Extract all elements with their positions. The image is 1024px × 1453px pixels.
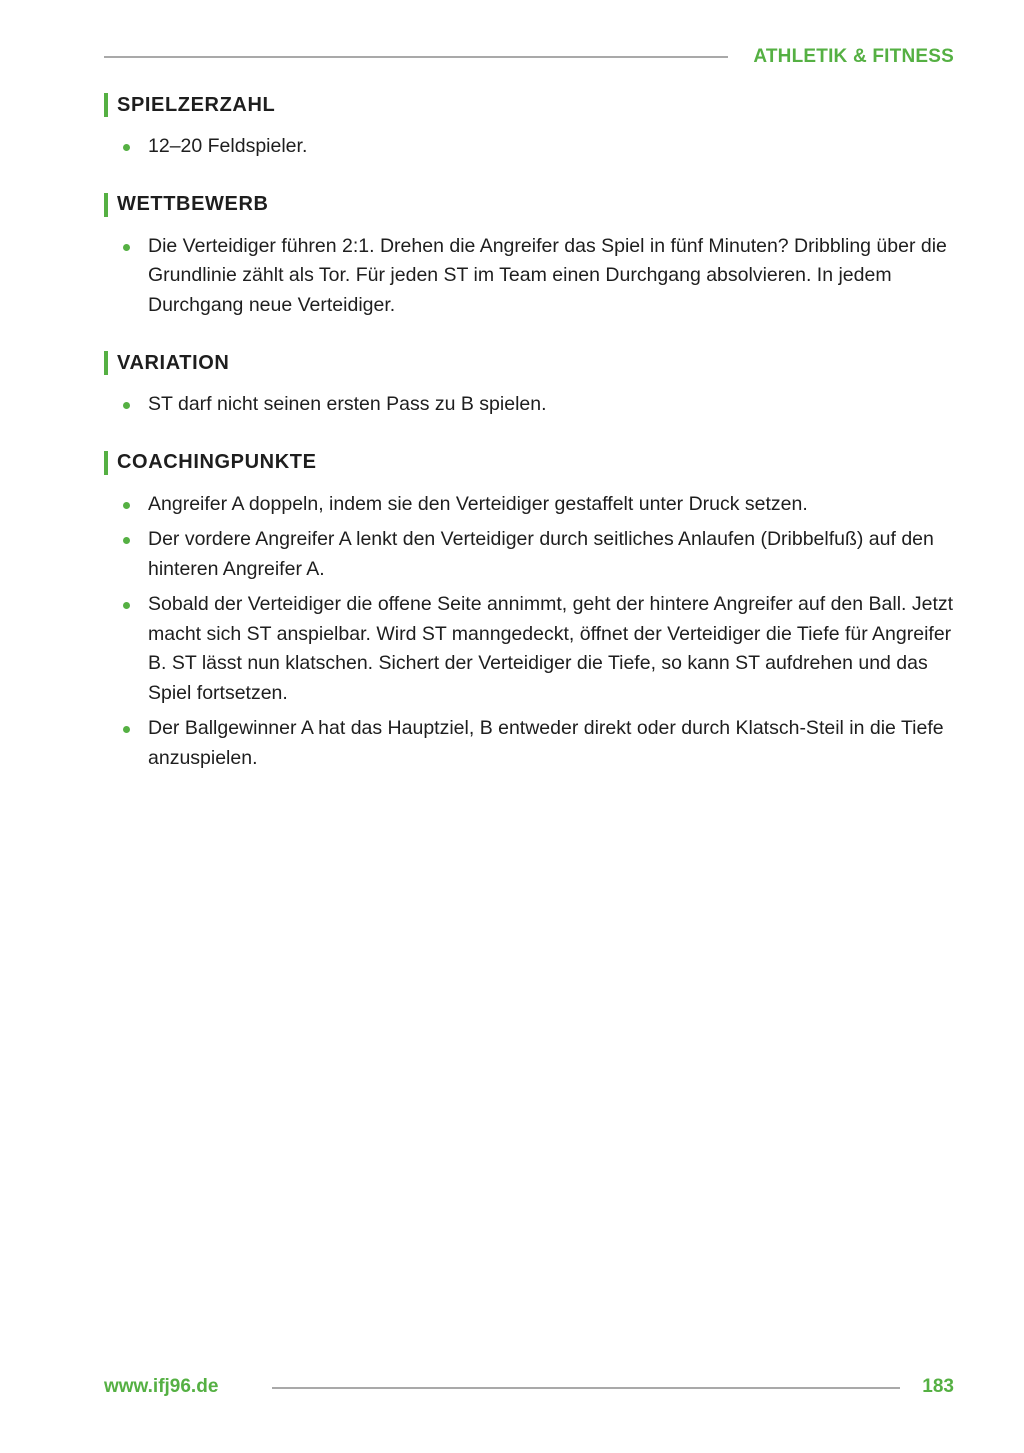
heading-accent-bar — [104, 93, 108, 117]
section-spielerzahl — [104, 92, 956, 162]
bullet-dot-icon — [123, 502, 130, 509]
bullet-list — [104, 390, 956, 420]
bullet-dot-icon — [123, 537, 130, 544]
section-heading — [104, 92, 956, 118]
chapter-title: ATHLETIK & FITNESS — [753, 46, 954, 67]
header-rule — [104, 56, 728, 58]
list-item — [104, 590, 956, 708]
list-item — [104, 714, 956, 773]
footer-rule — [272, 1387, 900, 1389]
bullet-dot-icon — [123, 144, 130, 151]
list-item-text: Sobald der Verteidiger die offene Seite annimmt, geht der hintere Angreifer auf den Ball. Jetzt macht sich ST anspielbar. Wird ST manngedeckt, öffnet der Verteidiger die Tiefe für Angreifer B. ST lässt nun klatschen. Sichert der Verteidiger die Tiefe, so kann ST aufdrehen und das Spiel fortsetzen. — [148, 593, 954, 704]
section-heading-text: WETTBEWERB — [117, 193, 269, 215]
list-item — [104, 390, 956, 420]
heading-accent-bar — [104, 193, 108, 217]
bullet-dot-icon — [123, 602, 130, 609]
section-heading-text: COACHINGPUNKTE — [117, 451, 317, 473]
list-item-text: Angreifer A doppeln, indem sie den Verteidiger gestaffelt unter Druck setzen. — [148, 492, 808, 515]
list-item-text: 12–20 Feldspieler. — [148, 135, 308, 157]
section-wettbewerb — [104, 192, 956, 321]
list-item-text: Der vordere Angreifer A lenkt den Verteidiger durch seitliches Anlaufen (Dribbelfuß) auf den hinteren Angreifer A. — [148, 528, 934, 580]
bullet-list — [104, 132, 956, 162]
bullet-list — [104, 490, 956, 774]
list-item-text: Die Verteidiger führen 2:1. Drehen die Angreifer das Spiel in fünf Minuten? Dribbling über die Grundlinie zählt als Tor. Für jeden ST im Team einen Durchgang absolvieren. In jedem Durchgang neue Verteidiger. — [148, 234, 947, 316]
page-number: 183 — [922, 1376, 954, 1397]
heading-accent-bar — [104, 351, 108, 375]
footer-url-link[interactable]: www.ifj96.de — [104, 1376, 219, 1397]
bullet-dot-icon — [123, 726, 130, 733]
section-variation — [104, 350, 956, 420]
bullet-list — [104, 232, 956, 321]
list-item — [104, 525, 956, 584]
section-heading — [104, 450, 956, 476]
section-heading — [104, 192, 956, 218]
bullet-dot-icon — [123, 244, 130, 251]
list-item — [104, 490, 956, 520]
heading-accent-bar — [104, 451, 108, 475]
list-item-text: ST darf nicht seinen ersten Pass zu B spielen. — [148, 393, 547, 415]
section-heading-text: VARIATION — [117, 351, 230, 374]
section-coachingpunkte — [104, 450, 956, 774]
page-content — [104, 92, 956, 803]
section-heading — [104, 350, 956, 376]
list-item — [104, 132, 956, 162]
bullet-dot-icon — [123, 402, 130, 409]
list-item — [104, 232, 956, 321]
list-item-text: Der Ballgewinner A hat das Hauptziel, B entweder direkt oder durch Klatsch-Steil in die Tiefe anzuspielen. — [148, 717, 944, 769]
section-heading-text: SPIELZERZAHL — [117, 93, 276, 116]
